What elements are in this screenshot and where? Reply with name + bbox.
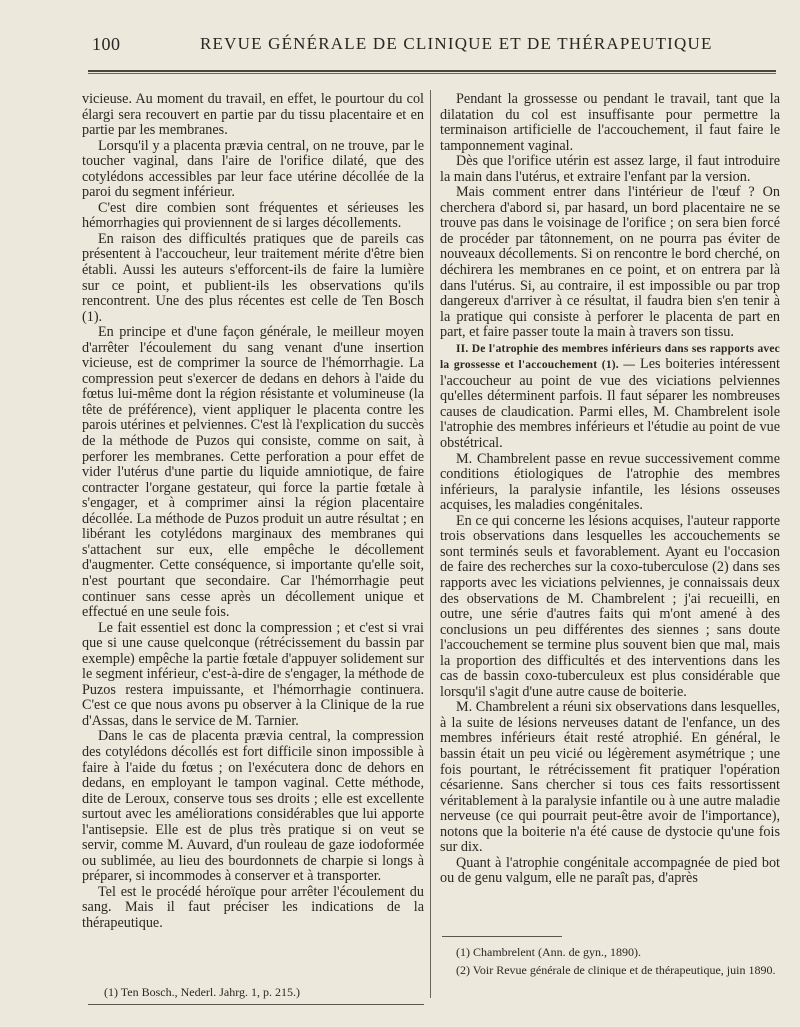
paragraph-text: C'est dire combien sont fréquentes et sérieuses les hémorrhagies qui proviennent de si larges décollements. <box>82 199 424 232</box>
left-paragraph-6 <box>82 621 424 730</box>
left-column <box>82 92 424 932</box>
paragraph-text: Dans le cas de placenta prævia central, la compression des cotylédons décollés est fort difficile sinon impossible à faire à l'aide du fœtus ; on l'exécutera donc de dehors en dedans, en employant le tampon vaginal. Cette méthode, dite de Leroux, conserve tous ses droits ; elle est excellente surtout avec les améliorations considérables que lui apporte l'antisepsie. Elle est de plus très pratique si on veut se servir, comme M. Auvard, d'un rouleau de gaze iodoformée ou sublimée, au lieu des bourdonnets de charpie si longs à préparer, si incommodes à conserver et à transporter. <box>82 728 424 885</box>
paragraph-text: M. Chambrelent a réuni six observations dans lesquelles, à la suite de lésions nerveuses datant de l'enfance, un des membres inférieurs était resté atrophié. En général, le bassin était un peu vicié ou légèrement asymétrique ; une fois pourtant, le rétrécissement fit pratiquer l'opération césarienne. Sans chercher si tous ces faits ressortissent véritablement à la paralysie infantile ou à une autre maladie nerveuse (ce qui pourrait peut-être avoir de l'importance), notons que la boiterie n'a été cause de dystocie qu'une fois sur dix. <box>440 699 780 856</box>
right-column <box>440 92 780 887</box>
left-paragraph-2 <box>82 139 424 201</box>
paragraph-text: Quant à l'atrophie congénitale accompagnée de pied bot ou de genu valgum, elle ne paraît pas, d'après <box>440 854 780 887</box>
footnotes-left <box>90 985 424 1003</box>
footnote-right-2 <box>442 963 780 977</box>
paragraph-text: En ce qui concerne les lésions acquises, l'auteur rapporte trois observations dans lesquelles les accouchements se sont terminés seuls et favorablement. Ayant eu l'occasion de faire des recherches sur la coxo-tuberculose (2) dans ses rapports avec les viciations pelviennes, je connaissais deux des observations de M. Chambrelent ; j'ai recueilli, en outre, une série d'autres faits qui m'ont amené à des conclusions un peu différentes des siennes ; sans doute l'accouchement se termine plus souvent bien que mal, mais la proportion des difficultés et des interventions dans les cas de bassin coxo-tuberculeux est plus considérable que lorsqu'il s'agit d'une autre cause de boiterie. <box>440 512 780 700</box>
right-paragraph-7 <box>440 700 780 855</box>
paragraph-text: En principe et d'une façon générale, le meilleur moyen d'arrêter l'écoulement du sang venant d'une insertion vicieuse, est de comprimer la source de l'hémorrhagie. La compression peut s'exercer de dedans en dehors à l'aide du fœtus lui-même dont la région résistante et volumineuse (la tête de préférence), vient appliquer le placenta contre les parois utérines et pelviennes. C'est là l'explication du succès de la méthode de Puzos qui consiste, comme on sait, à perforer les membranes. Cette perforation a pour effet de vider l'utérus d'une partie du liquide amniotique, de faire contracter l'organe gestateur, qui force la partie fœtale à s'engager, et à comprimer ainsi la région placentaire décollée. La méthode de Puzos produit un autre résultat ; en libérant les cotylédons marginaux des membranes qui s'attachent sur eux, elle empêche le décollement d'augmenter. Cette conséquence, si importante qu'elle soit, n'est pourtant que secondaire. Car l'hémorrhagie peut continuer sans cesse après un décollement unique et effectué en une seule fois. <box>82 324 424 621</box>
left-paragraph-8 <box>82 885 424 932</box>
running-title: REVUE GÉNÉRALE DE CLINIQUE ET DE THÉRAPEUTIQUE <box>200 34 713 53</box>
footnote-right-1 <box>442 945 780 959</box>
paragraph-text: En raison des difficultés pratiques que de pareils cas présentent à l'accoucheur, leur traitement mérite d'être bien établi. Aussi les auteurs s'efforcent-ils de faire la lumière sur ce point, et publient-ils les observations qu'ils rencontrent. Une des plus récentes est celle de Ten Bosch (1). <box>82 230 424 325</box>
header-rule-thin <box>88 73 776 74</box>
left-paragraph-3 <box>82 201 424 232</box>
right-paragraph-1 <box>440 92 780 154</box>
footnotes-right <box>442 945 780 981</box>
page-number: 100 <box>92 34 121 54</box>
paragraph-text: (1) Ten Bosch., Nederl. Jahrg. 1, p. 215.) <box>104 985 301 999</box>
footnote-left-1 <box>90 985 424 999</box>
left-paragraph-4 <box>82 232 424 325</box>
paragraph-text: Pendant la grossesse ou pendant le travail, tant que la dilatation du col est insuffisante pour permettre la terminaison artificielle de l'accouchement, il faut faire le tamponnement vaginal. <box>440 91 780 154</box>
column-divider <box>430 90 431 998</box>
paragraph-text: Mais comment entrer dans l'intérieur de l'œuf ? On cherchera d'abord si, par hasard, un bord placentaire ne se trouve pas dans le voisinage de l'orifice ; on sera bien forcé de procéder par tâtonnement, on ne pourra pas éviter de nouveaux décollements. Si on rencontre le bord cherché, on déchirera les membranes en ce point, et on entrera par là dans l'utérus. Si, au contraire, il est impossible ou par trop dangereux d'arriver à ce résultat, il faudra bien s'en tenir à la pratique qui consiste à perforer le placenta de part en part, et faire passer toute la main à travers son tissu. <box>440 184 780 341</box>
footnote-rule-left <box>88 1004 424 1005</box>
paragraph-text: (2) Voir Revue générale de clinique et de thérapeutique, juin 1890. <box>456 963 776 977</box>
right-paragraph-3 <box>440 185 780 340</box>
running-header <box>70 34 770 62</box>
footnote-rule-right <box>442 936 562 937</box>
paragraph-text: (1) Chambrelent (Ann. de gyn., 1890). <box>456 945 641 959</box>
header-rule <box>88 70 776 72</box>
left-paragraph-1 <box>82 92 424 139</box>
paragraph-text: Lorsqu'il y a placenta prævia central, on ne trouve, par le toucher vaginal, dans l'aire de l'orifice dilaté, que des cotylédons accessibles par leur face utérine décollée de la paroi du segment inférieur. <box>82 137 424 201</box>
right-paragraph-5 <box>440 452 780 514</box>
paragraph-text: Le fait essentiel est donc la compression ; et c'est si vrai que si une cause quelconque (rétrécissement du bassin par exemple) empêche la partie fœtale d'appuyer solidement sur le segment inférieur, c'est-à-dire de s'engager, la méthode de Puzos restera impuissante, et l'hémorrhagie continuera. C'est ce que nous avons pu observer à la Clinique de la rue d'Assas, dans le service de M. Tarnier. <box>82 619 424 729</box>
paragraph-text: vicieuse. Au moment du travail, en effet, le pourtour du col élargi sera recouvert en partie par du tissu placentaire et en partie par les membranes. <box>82 91 424 139</box>
left-paragraph-5 <box>82 325 424 620</box>
paragraph-text: M. Chambrelent passe en revue successivement comme conditions étiologiques de l'atrophie des membres inférieurs, la paralysie infantile, les lésions osseuses acquises, les maladies congénitales. <box>440 450 780 514</box>
right-paragraph-4 <box>440 341 780 452</box>
left-paragraph-7 <box>82 729 424 884</box>
paragraph-text: Les boiteries intéressent l'accoucheur au point de vue des viciations pelviennes qu'elles déterminent parfois. Il faut séparer les nombreuses causes de claudication. Parmi elles, M. Chambrelent isole l'atrophie des membres inférieurs et l'étudie au point de vue obstétrical. <box>440 356 780 452</box>
paragraph-text: Dès que l'orifice utérin est assez large, il faut introduire la main dans l'utérus, et extraire l'enfant par la version. <box>440 153 780 185</box>
right-paragraph-2 <box>440 154 780 185</box>
right-paragraph-6 <box>440 514 780 701</box>
paragraph-text: Tel est le procédé héroïque pour arrêter l'écoulement du sang. Mais il faut préciser les indications de la thérapeutique. <box>82 883 424 931</box>
right-paragraph-8 <box>440 856 780 887</box>
section-heading: II. De l'atrophie des membres inférieurs dans ses rapports avec la grossesse et l'accouchement (1). — <box>440 342 780 372</box>
